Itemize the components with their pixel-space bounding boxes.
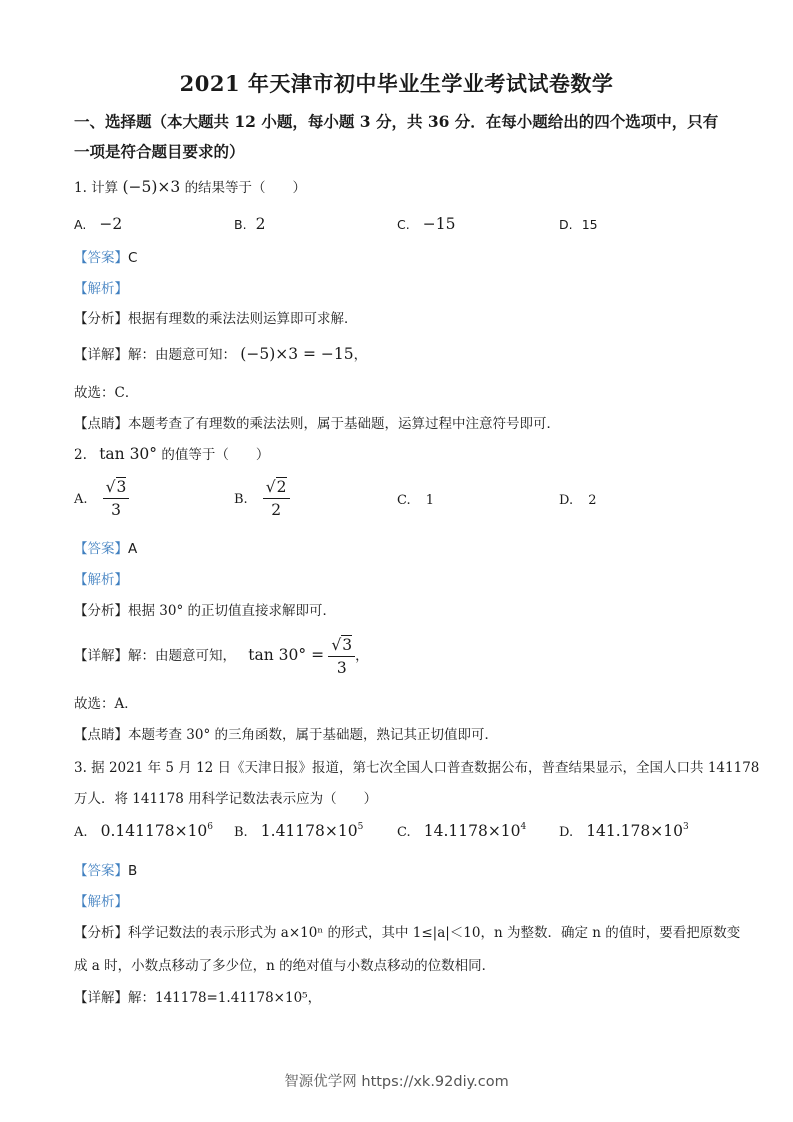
- q3-fenxi-line1: 【分析】科学记数法的表示形式为 a×10ⁿ 的形式，其中 1≤|a|＜10，n 为整数．确定 n 的值时，要看把原数变: [74, 925, 741, 941]
- q3-stem-line2: 万人．将 141178 用科学记数法表示应为（ ）: [74, 791, 378, 807]
- q1-option-a: A. −2: [74, 215, 123, 233]
- q2-analysis-tag: 【解析】: [74, 572, 128, 588]
- document-title: 2021 年天津市初中毕业生学业考试试卷数学: [179, 71, 614, 96]
- section-heading-line2: 一项是符合题目要求的）: [74, 142, 245, 161]
- q3-option-a: A. $0.141178\times 10^6$: [74, 822, 214, 840]
- q1-dianjing: 【点睛】本题考查了有理数的乘法法则，属于基础题，运算过程中注意符号即可．: [74, 416, 560, 432]
- q1-xiangjie: 【详解】解：由题意可知： (−5)×3 = −15，: [74, 345, 368, 363]
- q2-option-a: A. $\frac{√3}{3}$: [74, 476, 129, 521]
- q3-answer: 【答案】B: [74, 863, 138, 879]
- q2-dianjing: 【点睛】本题考查 30° 的三角函数，属于基础题，熟记其正切值即可．: [74, 727, 499, 743]
- q1-answer: 【答案】C: [74, 250, 138, 266]
- q1-stem-suffix: 的结果等于（ ）: [184, 180, 307, 196]
- q3-option-c: C. $14.1178\times 10^4$: [397, 822, 527, 840]
- q3-option-d: D. $141.178\times 10^3$: [559, 822, 689, 840]
- q2-option-d: D. 2: [559, 493, 597, 508]
- q3-xiangjie: 【详解】解：141178=1.41178×10⁵，: [74, 990, 322, 1006]
- q1-stem: [74, 176, 306, 196]
- q3-analysis-tag: 【解析】: [74, 894, 128, 910]
- q2-answer: 【答案】A: [74, 541, 138, 557]
- footer-watermark[interactable]: 智源优学网 https://xk.92diy.com: [284, 1074, 509, 1090]
- q3-stem-line1: 3. 据 2021 年 5 月 12 日《天津日报》报道，第七次全国人口普查数据公布，普查结果显示，全国人口共 141178: [74, 760, 760, 776]
- q1-stem-prefix: 1. 计算: [74, 180, 119, 196]
- q1-choose: 故选：C．: [74, 385, 139, 401]
- q1-stem-math: (−5)×3: [122, 178, 181, 196]
- q2-choose: 故选：A．: [74, 696, 138, 712]
- q1-option-d: D. 15: [559, 217, 598, 232]
- q1-option-b: B. 2: [234, 215, 266, 233]
- q2-stem: 2. tan 30° 的值等于（ ）: [74, 445, 270, 463]
- section-heading-line1: 一、选择题（本大题共 12 小题，每小题 3 分，共 36 分．在每小题给出的四个选项中，只有: [74, 112, 719, 131]
- q1-option-c: C. −15: [397, 215, 456, 233]
- q2-fenxi: 【分析】根据 30° 的正切值直接求解即可．: [74, 603, 337, 619]
- q3-option-b: B. $1.41178\times 10^5$: [234, 822, 364, 840]
- q2-option-b: B. $\frac{√2}{2}$: [234, 476, 290, 521]
- q3-fenxi-line2: 成 a 时，小数点移动了多少位，n 的绝对值与小数点移动的位数相同．: [74, 958, 496, 974]
- q1-fenxi: 【分析】根据有理数的乘法法则运算即可求解．: [74, 311, 358, 327]
- q2-xiangjie: 【详解】解：由题意可知， tan 30° = $\frac{√3}{3}$ ，: [74, 636, 369, 677]
- q2-option-c: C. 1: [397, 493, 434, 508]
- q1-analysis-tag: 【解析】: [74, 281, 128, 297]
